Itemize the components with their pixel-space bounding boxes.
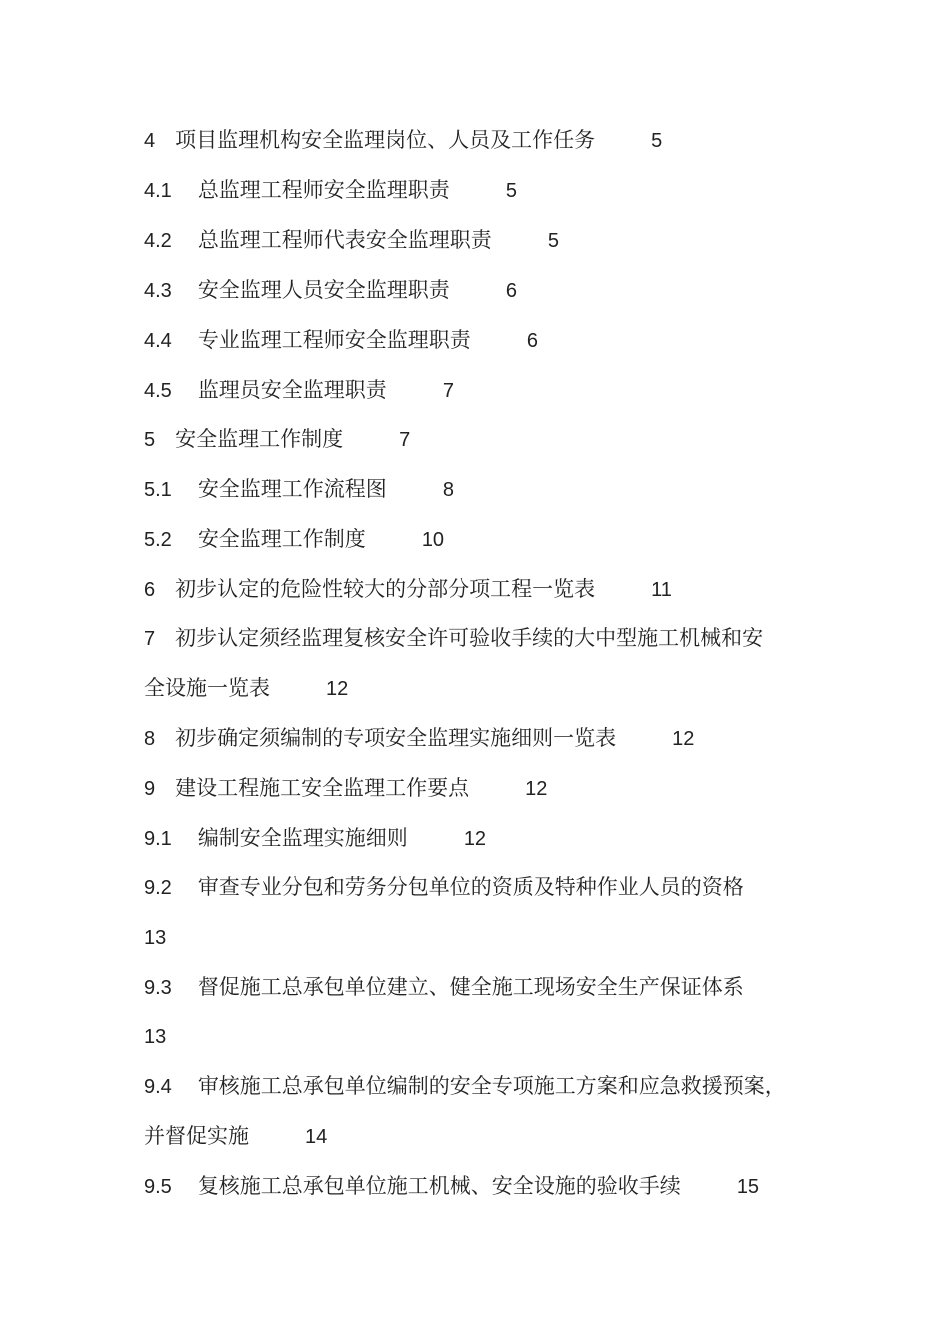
toc-entry-title: 编制安全监理实施细则 <box>197 826 408 850</box>
toc-entry-title: 监理员安全监理职责 <box>197 378 387 402</box>
toc-entry-page: 6 <box>526 330 538 352</box>
toc-entry-continuation <box>144 1121 327 1151</box>
toc-entry-page: 5 <box>651 130 663 152</box>
toc-entry-page: 5 <box>505 180 517 202</box>
toc-entry-number: 5.1 <box>144 479 172 501</box>
toc-entry-title: 初步确定须编制的专项安全监理实施细则一览表 <box>175 726 617 750</box>
toc-entry-number: 8 <box>144 728 156 750</box>
toc-entry-page: 13 <box>144 1026 167 1048</box>
toc-entry-title: 安全监理人员安全监理职责 <box>197 278 450 302</box>
toc-entry <box>144 1171 759 1201</box>
toc-entry-page: 8 <box>442 479 454 501</box>
toc-entry-page: 15 <box>736 1176 760 1198</box>
toc-entry-number: 9.2 <box>144 877 172 899</box>
toc-entry-number: 9.3 <box>144 977 172 999</box>
toc-entry-page: 14 <box>305 1126 328 1148</box>
toc-entry-title: 专业监理工程师安全监理职责 <box>197 328 471 352</box>
toc-entry <box>144 375 454 405</box>
toc-entry <box>144 424 410 454</box>
toc-entry-number: 9.4 <box>144 1076 172 1098</box>
toc-entry-continuation <box>144 673 348 703</box>
toc-entry-number: 6 <box>144 579 156 601</box>
toc-entry-number: 4 <box>144 130 156 152</box>
toc-entry-number: 4.4 <box>144 330 172 352</box>
toc-entry-number: 5.2 <box>144 529 172 551</box>
toc-entry <box>144 125 662 155</box>
toc-entry <box>144 574 672 604</box>
toc-entry-number: 5 <box>144 429 156 451</box>
toc-entry <box>144 623 763 653</box>
toc-entry-title: 安全监理工作制度 <box>175 427 344 451</box>
toc-entry-page: 7 <box>399 429 411 451</box>
toc-entry-number: 7 <box>144 628 156 650</box>
toc-entry-title: 安全监理工作制度 <box>197 527 366 551</box>
toc-entry-title-continuation: 并督促实施 <box>144 1124 249 1148</box>
toc-entry <box>144 972 744 1002</box>
toc-entry-number: 4.3 <box>144 280 172 302</box>
toc-entry-page: 10 <box>421 529 445 551</box>
toc-entry <box>144 225 559 255</box>
toc-entry <box>144 823 486 853</box>
toc-entry-title: 总监理工程师安全监理职责 <box>197 178 450 202</box>
toc-entry-number: 9.5 <box>144 1176 172 1198</box>
toc-entry-page: 12 <box>525 778 548 800</box>
toc-entry-number: 9.1 <box>144 828 172 850</box>
toc-entry-title: 审查专业分包和劳务分包单位的资质及特种作业人员的资格 <box>197 875 744 899</box>
toc-entry-page: 13 <box>144 927 167 949</box>
toc-entry <box>144 1071 786 1101</box>
toc-entry-title: 初步认定须经监理复核安全许可验收手续的大中型施工机械和安 <box>175 626 764 650</box>
toc-entry-page: 12 <box>463 828 487 850</box>
toc-entry-continuation <box>144 922 166 952</box>
toc-entry-title: 安全监理工作流程图 <box>197 477 387 501</box>
toc-entry <box>144 723 694 753</box>
toc-entry-title: 总监理工程师代表安全监理职责 <box>197 228 492 252</box>
toc-entry <box>144 325 538 355</box>
toc-entry-title: 督促施工总承包单位建立、健全施工现场安全生产保证体系 <box>197 975 744 999</box>
toc-entry-title: 复核施工总承包单位施工机械、安全设施的验收手续 <box>197 1174 681 1198</box>
toc-entry-page: 12 <box>326 678 349 700</box>
toc-entry <box>144 872 744 902</box>
toc-entry-title: 初步认定的危险性较大的分部分项工程一览表 <box>175 577 596 601</box>
toc-entry-number: 4.1 <box>144 180 172 202</box>
toc-entry-title: 建设工程施工安全监理工作要点 <box>175 776 470 800</box>
toc-entry <box>144 275 517 305</box>
toc-entry-page: 12 <box>672 728 695 750</box>
toc-entry-number: 9 <box>144 778 156 800</box>
toc-entry <box>144 524 444 554</box>
toc-entry <box>144 474 454 504</box>
toc-entry-page: 5 <box>547 230 559 252</box>
toc-entry-title-continuation: 全设施一览表 <box>144 676 270 700</box>
toc-entry-continuation <box>144 1021 166 1051</box>
toc-entry-title: 审核施工总承包单位编制的安全专项施工方案和应急救援预案， <box>197 1074 786 1098</box>
toc-entry-page: 11 <box>651 579 672 601</box>
toc-entry-number: 4.5 <box>144 380 172 402</box>
toc-entry <box>144 175 517 205</box>
toc-entry-title: 项目监理机构安全监理岗位、人员及工作任务 <box>175 128 596 152</box>
toc-entry <box>144 773 547 803</box>
toc-entry-page: 7 <box>442 380 454 402</box>
toc-entry-page: 6 <box>505 280 517 302</box>
toc-entry-number: 4.2 <box>144 230 172 252</box>
